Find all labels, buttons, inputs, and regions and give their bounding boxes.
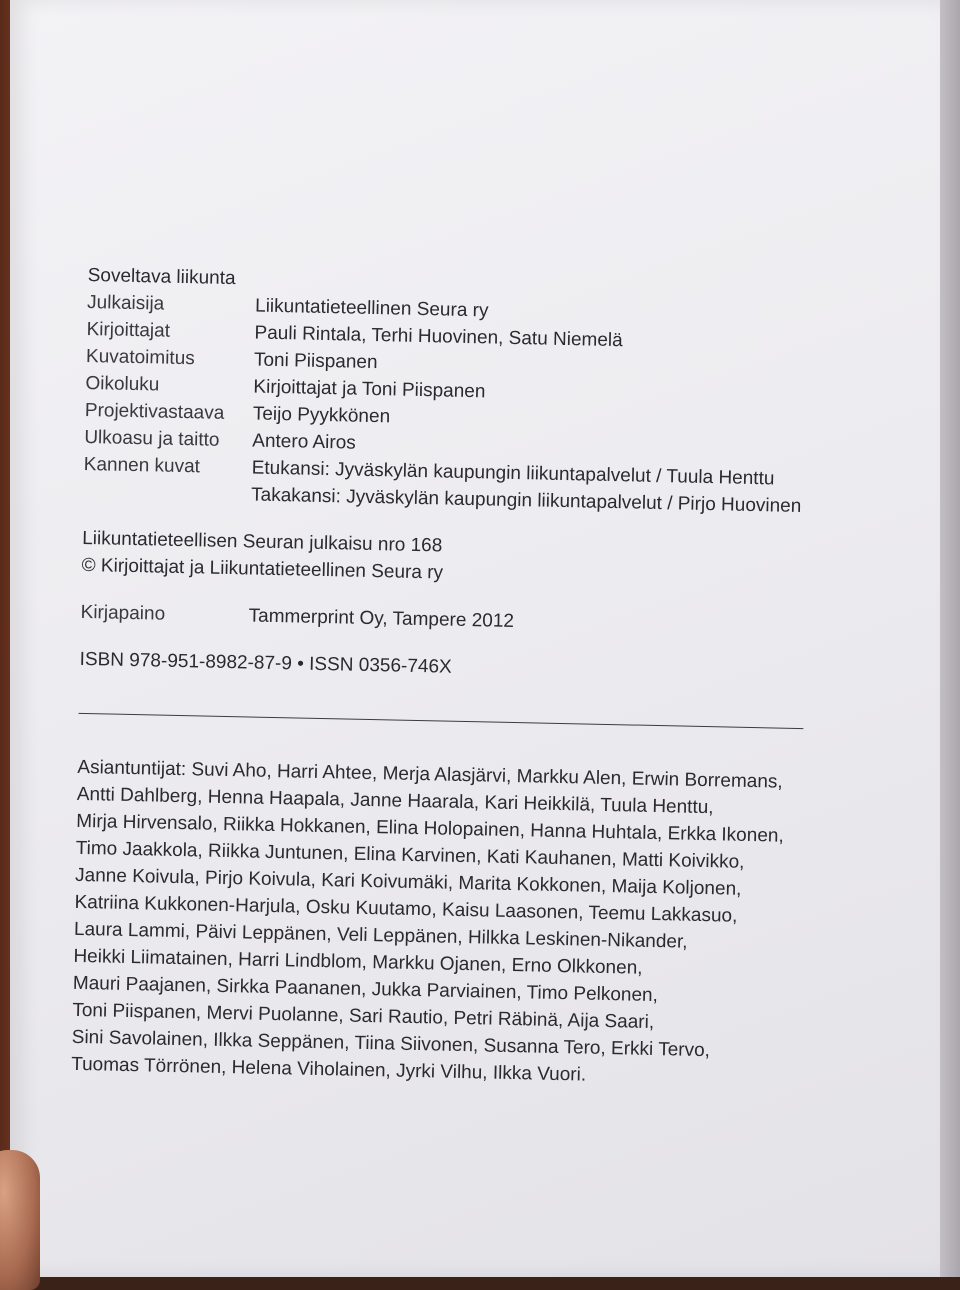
credit-label: Ulkoasu ja taitto <box>84 426 220 451</box>
book-title: Soveltava liikunta <box>87 264 236 290</box>
experts-line: Heikki Liimatainen, Harri Lindblom, Markku Ojanen, Erno Olkkonen, <box>73 945 643 979</box>
experts-line: Sini Savolainen, Ilkka Seppänen, Tiina Siivonen, Susanna Tero, Erkki Tervo, <box>71 1026 711 1062</box>
credit-label: Kuvatoimitus <box>85 345 195 370</box>
experts-line: Antti Dahlberg, Henna Haapala, Janne Haarala, Kari Heikkilä, Tuula Henttu, <box>76 783 714 819</box>
book-page <box>10 0 940 1277</box>
printer-value: Tammerprint Oy, Tampere 2012 <box>248 605 515 632</box>
credit-value: Teijo Pyykkönen <box>252 403 391 428</box>
credit-label-empty <box>83 478 252 509</box>
credit-label: Kirjoittajat <box>86 318 171 342</box>
experts-line: Tuomas Törrönen, Helena Viholainen, Jyrki Vilhu, Ilkka Vuori. <box>70 1053 587 1086</box>
experts-line: Timo Jaakkola, Riikka Juntunen, Elina Karvinen, Kati Kauhanen, Matti Koivikko, <box>75 837 745 873</box>
credit-value: Kirjoittajat ja Toni Piispanen <box>253 376 486 403</box>
experts-line: Laura Lammi, Päivi Leppänen, Veli Leppänen, Hilkka Leskinen-Nikander, <box>73 918 688 953</box>
publication-series: Liikuntatieteellisen Seuran julkaisu nro 168 <box>81 527 443 557</box>
thumb <box>0 1150 40 1290</box>
divider <box>79 713 804 729</box>
experts-list <box>71 754 798 1093</box>
credit-label: Kannen kuvat <box>83 453 201 478</box>
experts-line: Janne Koivula, Pirjo Koivula, Kari Koivumäki, Marita Kokkonen, Maija Koljonen, <box>74 864 742 900</box>
credit-value: Takakansi: Jyväskylän kaupungin liikuntapalvelut / Pirjo Huovinen <box>250 484 802 517</box>
experts-line: Mauri Paajanen, Sirkka Paananen, Jukka Parviainen, Timo Pelkonen, <box>72 972 659 1007</box>
credit-value: Toni Piispanen <box>253 349 378 374</box>
experts-line: Asiantuntijat: Suvi Aho, Harri Ahtee, Merja Alasjärvi, Markku Alen, Erwin Borremans, <box>77 756 783 793</box>
experts-line: Toni Piispanen, Mervi Puolanne, Sari Rautio, Petri Räbinä, Aija Saari, <box>72 999 655 1034</box>
experts-line: Mirja Hirvensalo, Riikka Hokkanen, Elina Holopainen, Hanna Huhtala, Erkka Ikonen, <box>76 810 784 847</box>
credit-label: Projektivastaava <box>84 399 225 424</box>
credit-value: Liikuntatieteellinen Seura ry <box>254 295 489 322</box>
isbn: ISBN 978-951-8982-87-9 • ISSN 0356-746X <box>79 648 452 678</box>
experts-line: Katriina Kukkonen-Harjula, Osku Kuutamo, Kaisu Laasonen, Teemu Lakkasuo, <box>74 891 738 927</box>
credit-label: Oikoluku <box>85 372 160 396</box>
colophon <box>71 262 828 1093</box>
credit-value: Pauli Rintala, Terhi Huovinen, Satu Niemelä <box>254 322 623 352</box>
credit-value: Etukansi: Jyväskylän kaupungin liikuntapalvelut / Tuula Henttu <box>251 457 775 490</box>
copyright: © Kirjoittajat ja Liikuntatieteellinen Seura ry <box>81 554 444 584</box>
printer-label: Kirjapaino <box>80 601 166 625</box>
credit-value: Antero Airos <box>252 430 356 454</box>
credit-label: Julkaisija <box>86 291 165 315</box>
